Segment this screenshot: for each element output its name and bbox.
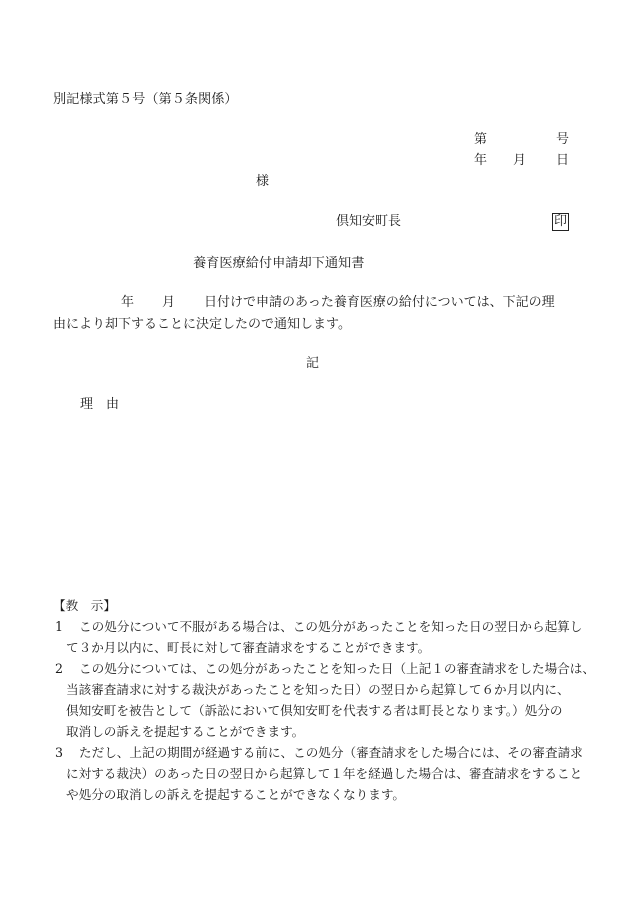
document-number-prefix: 第 [474, 132, 488, 147]
notice-item-line: て３か月以内に、町長に対して審査請求をすることができます。 [66, 640, 431, 655]
ki-heading: 記 [306, 356, 320, 371]
notice-item-line: この処分については、この処分があったことを知った日（上記１の審査請求をした場合は、 [79, 661, 595, 676]
issuer-name: 倶知安町長 [336, 214, 402, 229]
notice-heading: 【教 示】 [53, 598, 116, 613]
notice-item-number: 2 [55, 661, 64, 676]
addressee-suffix: 様 [256, 174, 270, 189]
date-year: 年 [474, 153, 488, 168]
notice-item-line: この処分について不服がある場合は、この処分があったことを知った日の翌日から起算し [79, 619, 583, 634]
notice-item-number: 3 [55, 745, 64, 760]
notice-item-line: 当該審査請求に対する裁決があったことを知った日）の翌日から起算して６か月以内に、 [66, 682, 570, 697]
notice-item-line: 倶知安町を被告として（訴訟において倶知安町を代表する者は町長となります。）処分の [66, 703, 563, 718]
form-designation: 別記様式第５号（第５条関係） [53, 92, 238, 107]
notice-item-line: や処分の取消しの訴えを提起することができなくなります。 [66, 787, 406, 802]
seal-mark: 印 [554, 214, 568, 229]
document-title: 養育医療給付申請却下通知書 [193, 256, 365, 271]
body-month: 月 [162, 295, 176, 310]
notice-item-line: に対する裁決）のあった日の翌日から起算して１年を経過した場合は、審査請求をすること [66, 766, 583, 781]
body-text-line2: 由により却下することに決定したので通知します。 [53, 317, 351, 332]
body-text-line1: 日付けで申請のあった養育医療の給付については、下記の理 [204, 295, 555, 310]
date-month: 月 [513, 153, 527, 168]
notice-item-line: ただし、上記の期間が経過する前に、この処分（審査請求をした場合には、その審査請求 [79, 745, 583, 760]
date-day: 日 [556, 153, 570, 168]
reason-label: 理 由 [80, 397, 120, 412]
document-number-suffix: 号 [556, 132, 570, 147]
notice-item-number: 1 [55, 619, 64, 634]
notice-item-line: 取消しの訴えを提起することができます。 [66, 724, 305, 739]
body-year: 年 [121, 295, 135, 310]
